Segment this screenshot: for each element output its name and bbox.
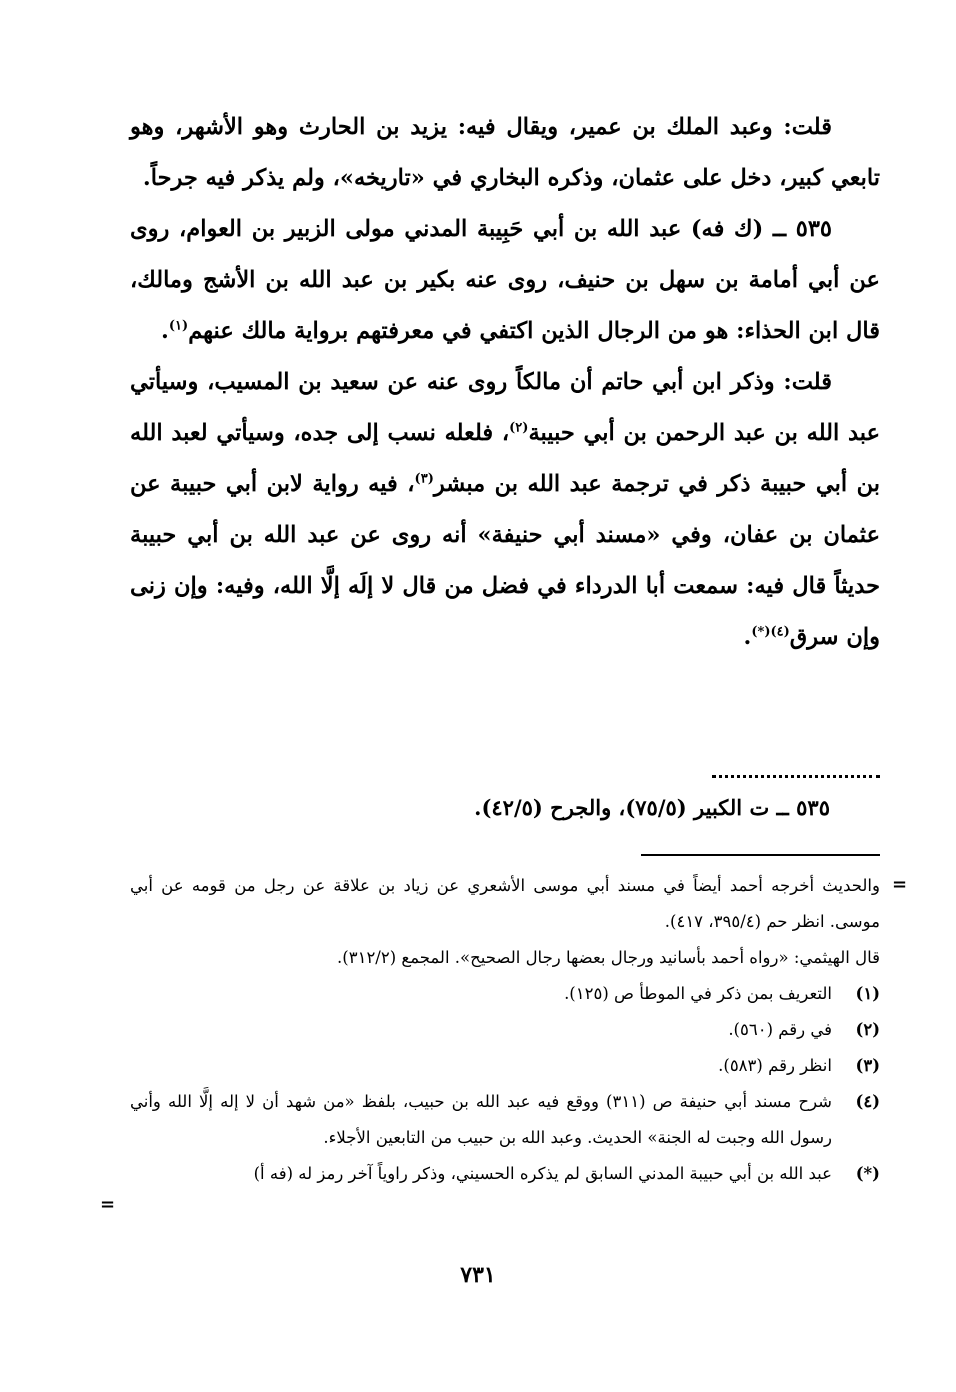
paragraph-end: . [743, 624, 752, 650]
footnote-number: (١) [855, 984, 880, 1003]
entry-text: ٥٣٥ ــ (ك فه) عبد الله بن أبي حَبِيبة المدني مولى الزبير بن العوام، روى عن أبي أمامة بن سهل بن حنيف، روى عنه بكير بن عبد الله بن الأشج ومالك، قال ابن الحذاء: هو من الرجال الذين اكتفي في معرفتهم برواية مالك عنهم [130, 216, 880, 344]
paragraph-text-b: ، فلعله نسب إلى جده، وسيأتي لعبد الله بن أبي حبيبة ذكر في ترجمة عبد الله بن مبشر [130, 420, 880, 497]
paragraph-text-c: ، فيه رواية لابن أبي حبيبة عن عثمان بن عفان، وفي «مسند أبي حنيفة» أنه روى عن عبد الله بن أبي حبيبة حديثاً قال فيه: سمعت أبا الدرداء في فضل من قال لا إلَه إلَّا الله، وفيه: وإن زنى وإن سرق [130, 471, 881, 650]
footnote-continuation-2: قال الهيثمي: «رواه أحمد بأسانيد ورجال بعضها رجال الصحيح». المجمع (٣١٢/٢). [337, 948, 880, 967]
paragraph-text: قلت: وعبد الملك بن عمير، ويقال فيه: يزيد بن الحارث وهو الأشهر، وهو تابعي كبير، دخل على عثمان، وذكره البخاري في «تاريخه»، ولم يذكر فيه جرحاً. [130, 114, 880, 191]
continuation-mark-top: = [892, 874, 908, 895]
footnote-ref-3[interactable]: (٣) [414, 471, 434, 487]
footnote-number: (*) [855, 1164, 880, 1183]
entry-535 [130, 204, 880, 357]
dotted-separator [712, 775, 880, 778]
footnote-text: شرح مسند أبي حنيفة ص (٣١١) ووقع فيه عبد الله بن حبيب، بلفظ «من شهد أن لا إله إلَّا الله وأني رسول الله وجبت له الجنة» الحديث. وعبد الله بن حبيب من التابعين الأجلاء. [130, 1092, 833, 1147]
footnote-ref-2[interactable]: (٢) [509, 420, 529, 436]
paragraph-text-a: قلت: وذكر ابن أبي حاتم أن مالكاً روى عنه عن سعيد بن المسيب، وسيأتي عبد الله بن عبد الرحمن بن أبي حبيبة [130, 369, 880, 446]
footnote-2 [130, 1012, 880, 1048]
paragraph-comment-1 [130, 102, 880, 204]
footnote-ref-1[interactable]: (١) [168, 318, 189, 334]
footnote-text: في رقم (٥٦٠). [728, 1020, 832, 1039]
footnote-text: انظر رقم (٥٨٣). [718, 1056, 832, 1075]
footnote-rule [641, 854, 880, 856]
page-number: ٧٣١ [460, 1262, 496, 1288]
entry-end: . [161, 318, 169, 344]
footnote-continuation-1: والحديث أخرجه أحمد أيضاً في مسند أبي موسى الأشعري عن زياد بن علاقة عن رجل من قومه عن أبي موسى. انظر حم (٣٩٥/٤، ٤١٧). [130, 876, 880, 931]
footnote-ref-4[interactable]: (٤)(*) [751, 624, 790, 640]
footnote-number: (٣) [855, 1056, 880, 1075]
footnote-1 [130, 976, 880, 1012]
footnote-text: التعريف بمن ذكر في الموطأ ص (١٢٥). [564, 984, 832, 1003]
footnote-number: (٤) [855, 1092, 880, 1111]
footnote-4 [130, 1084, 880, 1156]
footnote-number: (٢) [855, 1020, 880, 1039]
main-text [130, 102, 880, 663]
continuation-mark-bottom: = [100, 1194, 116, 1215]
paragraph-comment-2 [130, 357, 880, 663]
source-note: ٥٣٥ ــ ت الكبير (٧٥/٥)، والجرح (٤٢/٥). [474, 795, 830, 820]
footnote-3 [130, 1048, 880, 1084]
footnote-star [130, 1156, 880, 1192]
footnotes-section [130, 868, 880, 1192]
footnote-text: عبد الله بن أبي حبيبة المدني السابق لم يذكره الحسيني، وذكر راوياً آخر رمز له (فه أ) [253, 1164, 832, 1183]
